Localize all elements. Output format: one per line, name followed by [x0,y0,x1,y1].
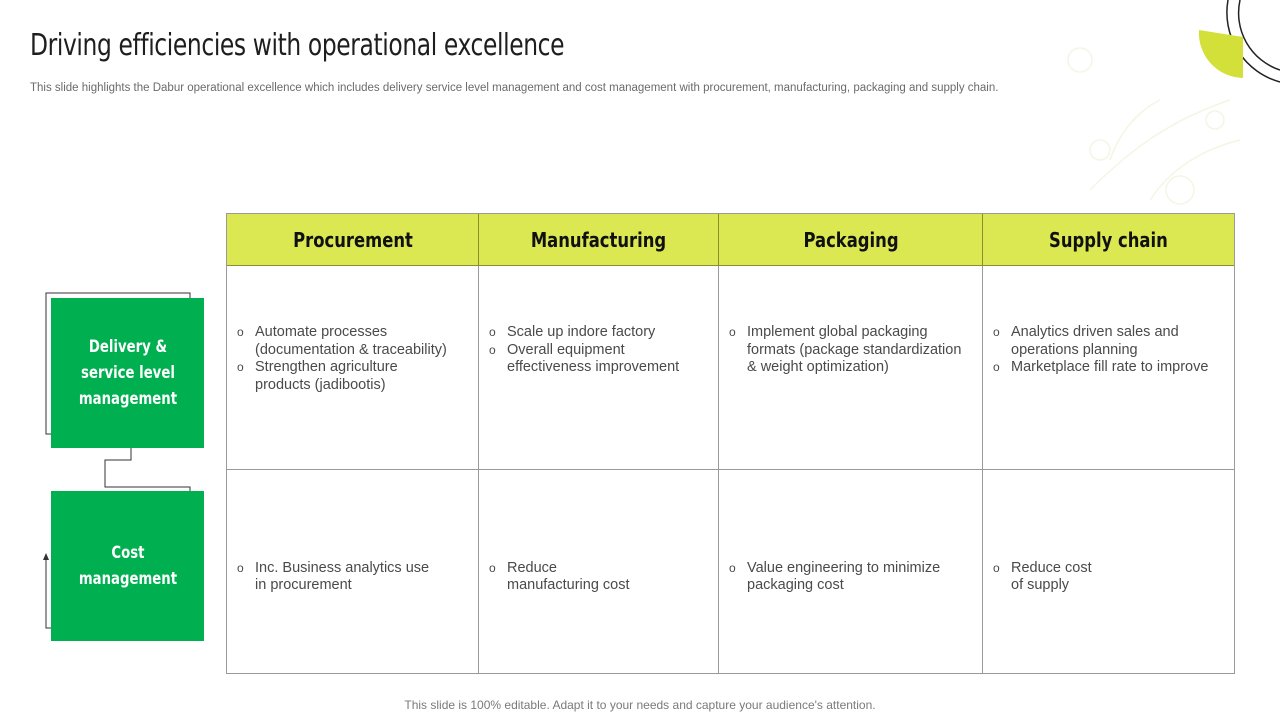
cell-cost-manufacturing [479,470,719,674]
bullet-list [237,560,468,595]
header-supply-chain [983,214,1234,266]
bullet-list [489,324,708,377]
header-label: Packaging [802,227,899,252]
list-item: o Implement global packaging formats (package standardization & weight optimization) [729,324,972,377]
page-title: Driving efficiencies with operational excellence [30,28,565,63]
cell-cost-packaging [719,470,983,674]
cell-delivery-supply-chain [983,266,1234,470]
cell-delivery-manufacturing [479,266,719,470]
delivery-service-level-box [51,298,204,448]
bullet-list [489,560,708,595]
page-subtitle: This slide highlights the Dabur operational excellence which includes delivery service level management and cost management with procurement, manufacturing, packaging and supply chain. [30,82,999,94]
cell-cost-supply-chain [983,470,1234,674]
list-item: o Overall equipment effectiveness improvement [489,342,708,377]
bullet-list [237,324,468,394]
cost-management-box [51,491,204,641]
list-item: o Analytics driven sales and operations planning [993,324,1224,359]
list-item: o Value engineering to minimize packaging cost [729,560,972,595]
cell-delivery-packaging [719,266,983,470]
operations-table [226,213,1235,674]
list-item: o Reduce cost of supply [993,560,1224,595]
list-item: o Strengthen agriculture products (jadibootis) [237,359,468,394]
cell-cost-procurement [227,470,479,674]
header-label: Supply chain [1049,227,1168,252]
list-item: o Automate processes (documentation & traceability) [237,324,468,359]
header-label: Procurement [292,227,413,252]
bullet-list [993,560,1224,595]
cost-management-label: Cost management [78,543,177,589]
bullet-list [993,324,1224,377]
bullet-list [729,560,972,595]
header-procurement [227,214,479,266]
list-item: o Scale up indore factory [489,324,708,342]
header-label: Manufacturing [530,227,667,252]
header-manufacturing [479,214,719,266]
header-packaging [719,214,983,266]
cell-delivery-procurement [227,266,479,470]
list-item: o Marketplace fill rate to improve [993,359,1224,377]
bullet-list [729,324,972,377]
list-item: o Inc. Business analytics use in procurement [237,560,468,595]
list-item: o Reduce manufacturing cost [489,560,708,595]
footer-note: This slide is 100% editable. Adapt it to your needs and capture your audience's attention. [404,698,876,712]
delivery-service-level-label: Delivery & service level management [78,337,177,409]
